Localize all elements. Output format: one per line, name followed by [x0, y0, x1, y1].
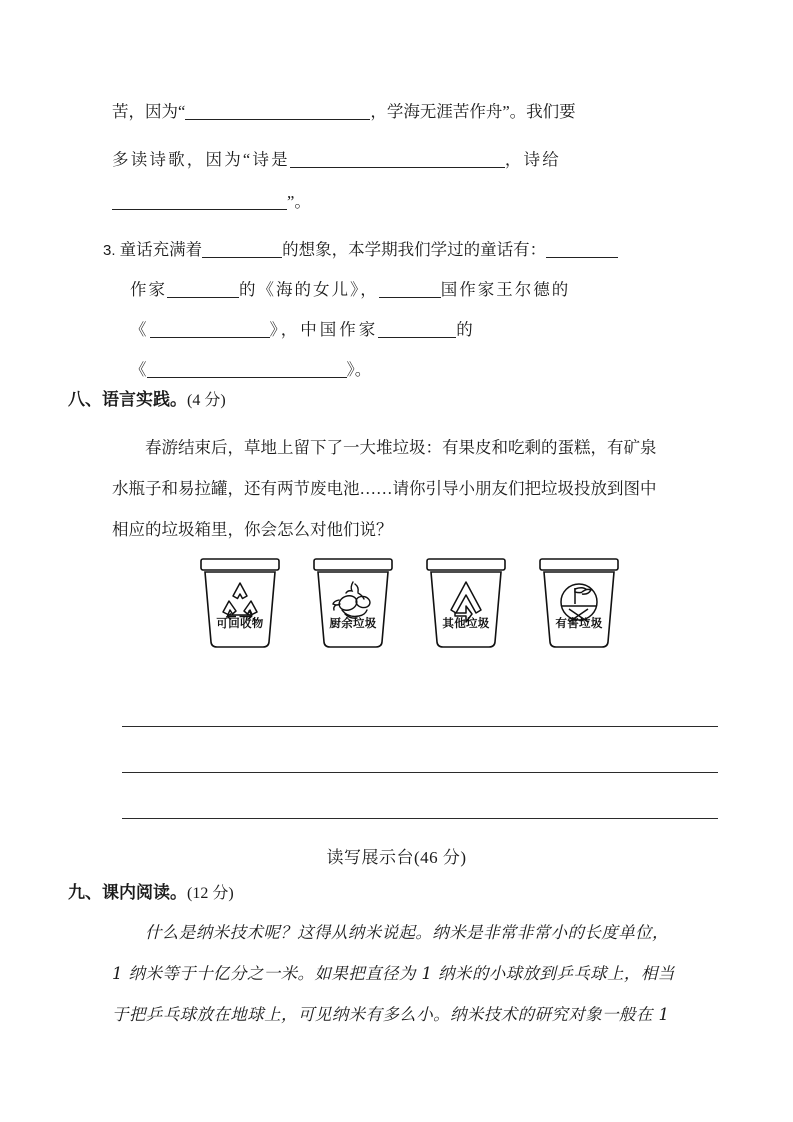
- q3-seg1: 童话充满着: [119, 240, 203, 259]
- blank-field[interactable]: [185, 104, 370, 120]
- blank-field[interactable]: [150, 322, 270, 338]
- blank-field[interactable]: [379, 282, 441, 298]
- blank-field[interactable]: [167, 282, 239, 298]
- trash-bin-hazardous: [535, 558, 623, 650]
- carryover-line1-text-a: 苦，因为“: [112, 102, 186, 121]
- blank-field[interactable]: [202, 242, 282, 258]
- answer-rule-1[interactable]: [122, 726, 718, 727]
- q3-line2-b: 的《海的女儿》，: [239, 280, 379, 299]
- section-8-passage-line-3: 相应的垃圾箱里，你会怎么对他们说？: [112, 520, 393, 539]
- trash-bin-kitchen: [309, 558, 397, 650]
- q3-line4-b: 》。: [346, 360, 372, 379]
- section-8-title: 八、语言实践。: [68, 390, 187, 409]
- trash-bin-recyclable: [196, 558, 284, 650]
- section-8-passage-line-2: 水瓶子和易拉罐，还有两节废电池……请你引导小朋友们把垃圾投放到图中: [112, 479, 657, 498]
- trash-bin-label: 可回收物: [216, 618, 264, 630]
- blank-field[interactable]: [112, 194, 287, 210]
- answer-rule-2[interactable]: [122, 772, 718, 773]
- carryover-line3-text: ”。: [287, 192, 311, 211]
- section-9-passage-line-3: 于把乒乓球放在地球上，可见纳米有多么小。纳米技术的研究对象一般在 1: [112, 1005, 670, 1024]
- q3-line4-a: 《: [130, 360, 147, 379]
- carryover-line-2: [112, 152, 561, 169]
- blank-field[interactable]: [378, 322, 456, 338]
- section-9-passage-line-1: 什么是纳米技术呢？这得从纳米说起。纳米是非常非常小的长度单位，: [145, 923, 669, 942]
- trash-bin-label: 有害垃圾: [555, 618, 603, 630]
- carryover-line-3: [112, 194, 311, 211]
- section-8-score: (4 分): [187, 392, 226, 409]
- trash-bin-label: 厨余垃圾: [329, 618, 377, 630]
- q3-line2-a: 作家: [130, 280, 167, 299]
- section-band-title: 读写展示台(46 分): [326, 848, 467, 867]
- carryover-line1-text-b: ，学海无涯苦作舟”。我们要: [370, 102, 576, 121]
- q3-line2-c: 国作家王尔德的: [440, 280, 571, 299]
- answer-rule-3[interactable]: [122, 818, 718, 819]
- q3-line3-a: 《: [130, 320, 150, 339]
- trash-bin-label: 其他垃圾: [442, 618, 490, 630]
- section-8-heading: [68, 391, 226, 409]
- carryover-line2-text-b: ，诗给: [504, 150, 561, 169]
- question-3-line-1: [103, 242, 618, 259]
- q3-line3-b: 》，中国作家: [269, 320, 379, 339]
- question-3-line-3: [130, 322, 476, 339]
- section-9-score: (12 分): [187, 885, 234, 902]
- q3-seg2: 的想象，本学期我们学过的童话有：: [282, 240, 547, 259]
- question-number: 3.: [103, 242, 116, 259]
- blank-field[interactable]: [290, 152, 505, 168]
- section-9-title: 九、课内阅读。: [68, 883, 187, 902]
- q3-line3-c: 的: [456, 320, 476, 339]
- section-9-heading: [68, 884, 234, 902]
- section-9-passage-line-2: 1 纳米等于十亿分之一米。如果把直径为 1 纳米的小球放到乒乓球上，相当: [112, 964, 675, 983]
- section-8-passage-line-1: 春游结束后，草地上留下了一大堆垃圾：有果皮和吃剩的蛋糕，有矿泉: [145, 438, 657, 457]
- trash-bin-other: [422, 558, 510, 650]
- carryover-line-1: [112, 104, 576, 121]
- question-3-line-2: [130, 282, 570, 299]
- blank-field[interactable]: [546, 242, 618, 258]
- blank-field[interactable]: [147, 362, 347, 378]
- carryover-line2-text-a: 多读诗歌，因为“诗是: [112, 150, 290, 169]
- question-3-line-4: [130, 362, 371, 379]
- trash-bins-illustration: [196, 558, 616, 653]
